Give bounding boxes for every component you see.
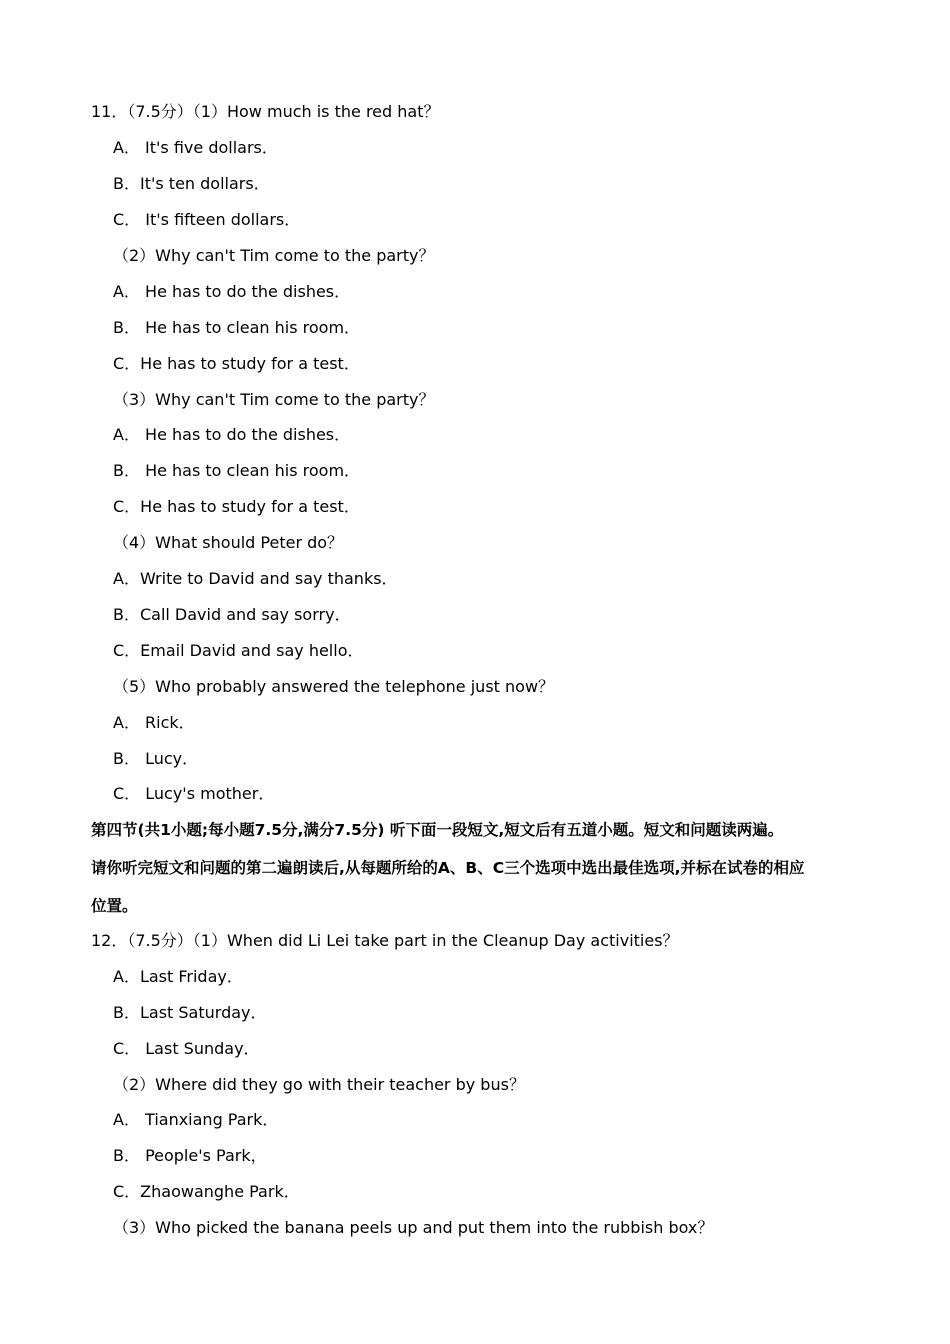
question-11-stem: 11．（7.5分）（1）How much is the red hat？ <box>91 102 440 121</box>
q11-1-option-c: C． It's fifteen dollars． <box>113 210 301 229</box>
question-12-stem: 12．（7.5分）（1）When did Li Lei take part in the Cleanup Day activities？ <box>91 931 679 950</box>
q11-2-stem: （2）Why can't Tim come to the party？ <box>113 246 435 265</box>
q12-2-stem: （2）Where did they go with their teacher by bus？ <box>113 1075 525 1094</box>
q12-2-option-c: C．Zhaowanghe Park． <box>113 1182 300 1201</box>
q11-3-option-b: B． He has to clean his room． <box>113 461 361 480</box>
q12-1-option-c: C． Last Sunday． <box>113 1039 260 1058</box>
q11-5-option-a: A． Rick． <box>113 713 195 732</box>
q12-2-option-b: B． People's Park， <box>113 1146 267 1165</box>
q11-2-option-a: A． He has to do the dishes． <box>113 282 351 301</box>
q11-3-option-a: A． He has to do the dishes． <box>113 425 351 444</box>
q11-2-option-c: C．He has to study for a test． <box>113 354 360 373</box>
q11-4-stem: （4）What should Peter do？ <box>113 533 344 552</box>
section-4-instructions-line-1: 第四节(共1小题;每小题7.5分,满分7.5分) 听下面一段短文,短文后有五道小题。短文和问题读两遍。 <box>91 821 784 839</box>
section-4-instructions-line-3: 位置。 <box>91 897 138 915</box>
q12-3-stem: （3）Who picked the banana peels up and put them into the rubbish box？ <box>113 1218 714 1237</box>
section-4-instructions-line-2: 请你听完短文和问题的第二遍朗读后,从每题所给的A、B、C三个选项中选出最佳选项,并标在试卷的相应 <box>91 859 805 877</box>
q11-3-stem: （3）Why can't Tim come to the party？ <box>113 390 435 409</box>
q12-1-option-a: A．Last Friday． <box>113 967 243 986</box>
q11-5-option-c: C． Lucy's mother． <box>113 784 275 803</box>
q11-2-option-b: B． He has to clean his room． <box>113 318 361 337</box>
q11-1-option-a: A． It's five dollars． <box>113 138 278 157</box>
q11-1-option-b: B．It's ten dollars． <box>113 174 270 193</box>
q11-5-option-b: B． Lucy． <box>113 749 199 768</box>
q12-2-option-a: A． Tianxiang Park． <box>113 1110 279 1129</box>
q11-3-option-c: C．He has to study for a test． <box>113 497 360 516</box>
q11-4-option-a: A．Write to David and say thanks． <box>113 569 398 588</box>
q11-4-option-b: B．Call David and say sorry． <box>113 605 351 624</box>
q11-5-stem: （5）Who probably answered the telephone just now？ <box>113 677 555 696</box>
q11-4-option-c: C．Email David and say hello． <box>113 641 364 660</box>
q12-1-option-b: B．Last Saturday． <box>113 1003 267 1022</box>
